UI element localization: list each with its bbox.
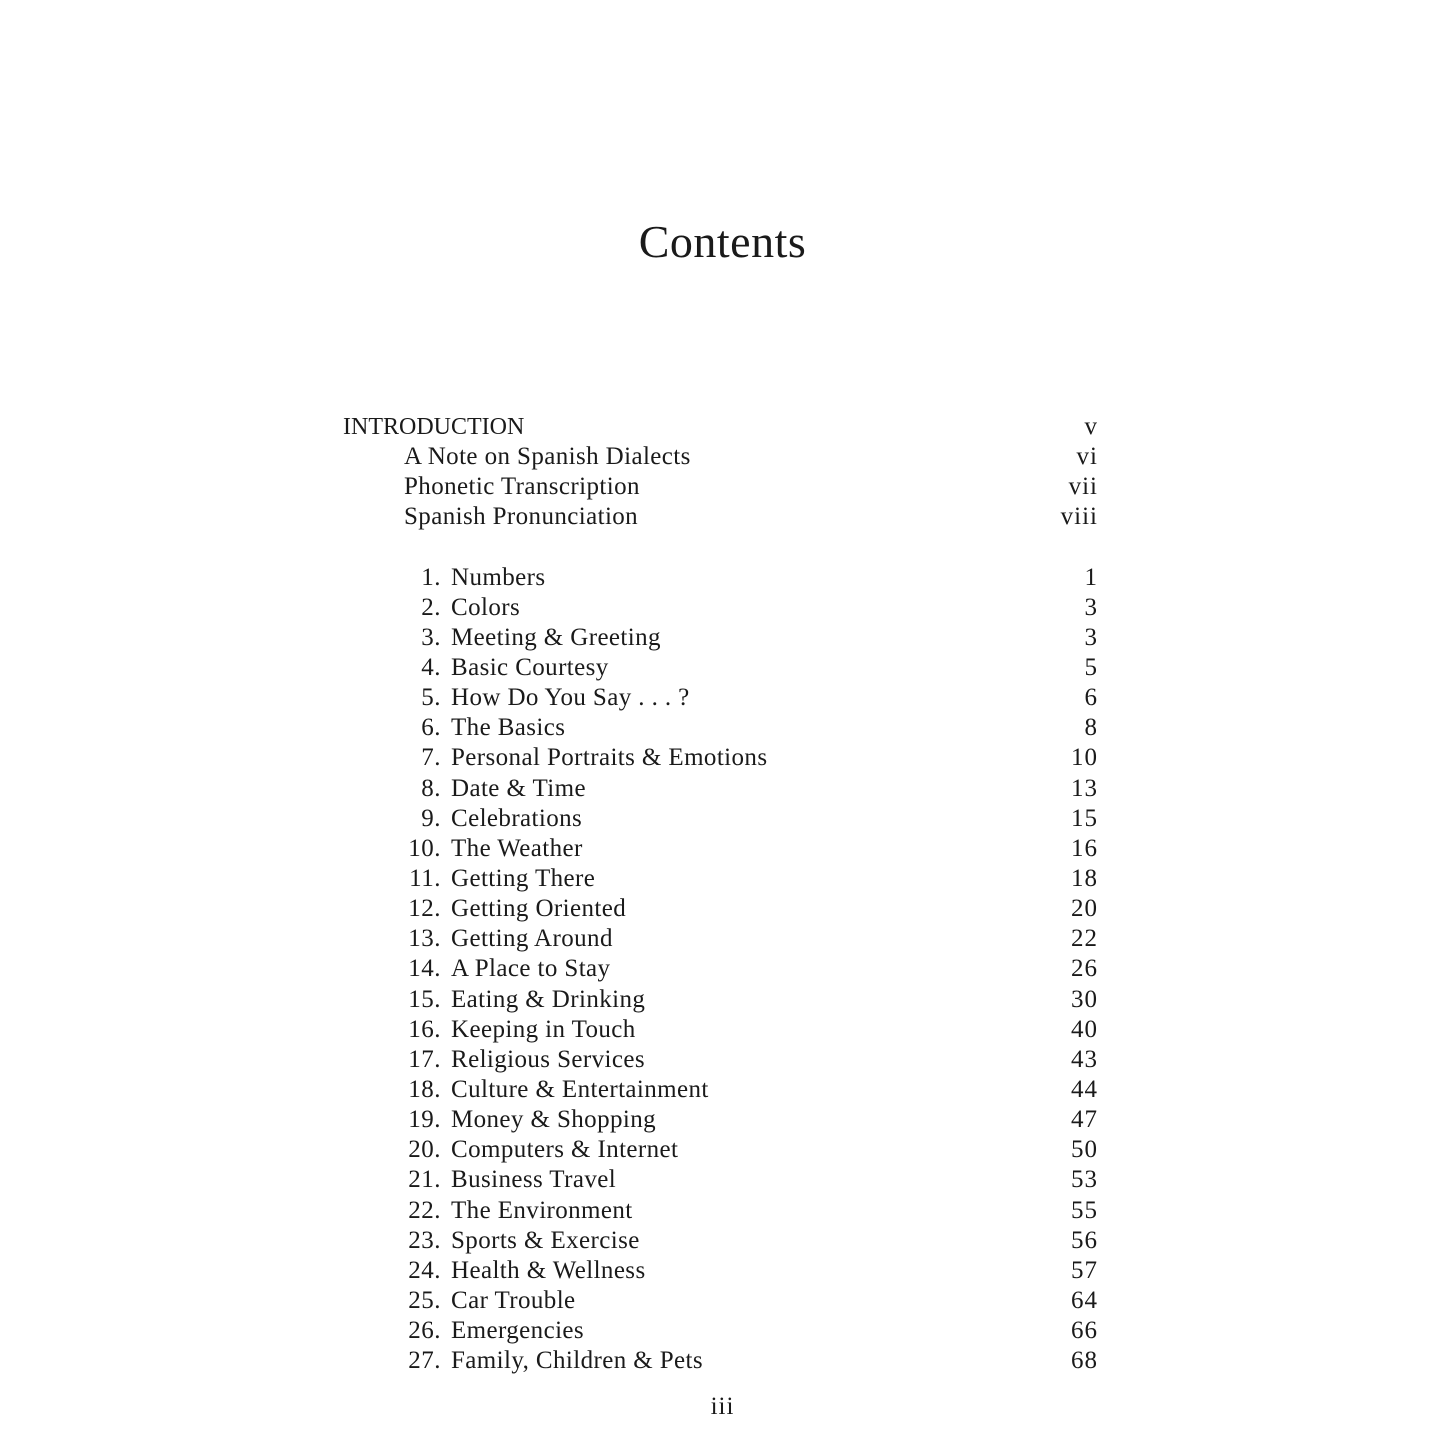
chapter-title: Date & Time	[451, 774, 586, 802]
chapter-title: Getting Around	[451, 925, 613, 953]
toc-chapter-entry[interactable]	[343, 1316, 1098, 1346]
chapter-page: 44	[1071, 1075, 1098, 1103]
toc-chapter-entry[interactable]	[343, 1165, 1098, 1195]
chapter-number: 27.	[408, 1347, 441, 1375]
chapter-title: Emergencies	[451, 1317, 585, 1345]
chapter-title: A Place to Stay	[451, 955, 611, 983]
chapter-number: 26.	[408, 1317, 441, 1345]
toc-chapter-entry[interactable]	[343, 1256, 1098, 1286]
chapter-number: 2.	[421, 593, 441, 621]
chapter-page: 47	[1071, 1106, 1098, 1134]
toc-chapter-entry[interactable]	[343, 713, 1098, 743]
chapter-page: 56	[1071, 1226, 1098, 1254]
toc-chapter-entry[interactable]	[343, 1015, 1098, 1045]
toc-chapter-entry[interactable]	[343, 653, 1098, 683]
chapter-number: 18.	[408, 1075, 441, 1103]
chapter-page: 1	[1084, 563, 1098, 591]
chapter-number: 20.	[408, 1136, 441, 1164]
chapter-title: Sports & Exercise	[451, 1226, 640, 1254]
chapter-page: 30	[1071, 985, 1098, 1013]
toc-chapter-entry[interactable]	[343, 804, 1098, 834]
toc-subentry-page: vii	[1068, 473, 1098, 501]
chapter-title: Family, Children & Pets	[451, 1347, 704, 1375]
chapter-number: 21.	[408, 1166, 441, 1194]
toc-chapter-entry[interactable]	[343, 924, 1098, 954]
chapter-title: Celebrations	[451, 804, 583, 832]
toc-subentry[interactable]	[343, 502, 1098, 532]
chapter-title: Keeping in Touch	[451, 1015, 636, 1043]
page-number: iii	[710, 1393, 735, 1420]
chapter-page: 64	[1071, 1286, 1098, 1314]
chapter-title: Culture & Entertainment	[451, 1075, 709, 1103]
chapter-number: 8.	[421, 774, 441, 802]
chapter-page: 10	[1071, 744, 1098, 772]
chapter-page: 50	[1071, 1136, 1098, 1164]
toc-chapter-entry[interactable]	[343, 834, 1098, 864]
chapter-number: 13.	[408, 925, 441, 953]
chapter-number: 23.	[408, 1226, 441, 1254]
toc-chapter-entry[interactable]	[343, 894, 1098, 924]
chapter-title: How Do You Say . . . ?	[451, 684, 690, 712]
chapter-title: Money & Shopping	[451, 1106, 657, 1134]
toc-chapter-entry[interactable]	[343, 1346, 1098, 1376]
chapter-number: 14.	[408, 955, 441, 983]
chapter-title: Personal Portraits & Emotions	[451, 744, 768, 772]
chapter-title: Numbers	[451, 563, 546, 591]
toc-chapter-entry[interactable]	[343, 563, 1098, 593]
chapter-page: 43	[1071, 1045, 1098, 1073]
chapter-page: 3	[1084, 623, 1098, 651]
toc-subentry-label: A Note on Spanish Dialects	[404, 443, 691, 471]
chapter-page: 3	[1084, 593, 1098, 621]
chapter-number: 11.	[409, 864, 441, 892]
chapter-title: Basic Courtesy	[451, 653, 609, 681]
chapter-page: 66	[1071, 1317, 1098, 1345]
chapter-page: 55	[1071, 1196, 1098, 1224]
chapter-title: Computers & Internet	[451, 1136, 679, 1164]
toc-subentry-label: Spanish Pronunciation	[404, 503, 639, 531]
chapter-title: The Basics	[451, 714, 566, 742]
chapter-page: 26	[1071, 955, 1098, 983]
toc-chapter-entry[interactable]	[343, 1226, 1098, 1256]
chapter-page: 68	[1071, 1347, 1098, 1375]
toc-entry-introduction[interactable]	[343, 412, 1098, 442]
toc-chapter-entry[interactable]	[343, 623, 1098, 653]
chapter-number: 10.	[408, 834, 441, 862]
chapter-page: 16	[1071, 834, 1098, 862]
chapter-number: 24.	[408, 1256, 441, 1284]
toc-subentry-page: viii	[1060, 503, 1098, 531]
chapter-page: 40	[1071, 1015, 1098, 1043]
toc-subentry[interactable]	[343, 442, 1098, 472]
chapter-number: 25.	[408, 1286, 441, 1314]
chapter-page: 57	[1071, 1256, 1098, 1284]
chapter-list	[343, 563, 1098, 1377]
chapter-title: Car Trouble	[451, 1286, 576, 1314]
chapter-title: Religious Services	[451, 1045, 645, 1073]
chapter-page: 8	[1084, 714, 1098, 742]
chapter-title: Getting Oriented	[451, 895, 627, 923]
chapter-title: Meeting & Greeting	[451, 623, 661, 651]
page-title: Contents	[638, 216, 807, 267]
chapter-number: 16.	[408, 1015, 441, 1043]
chapter-number: 12.	[408, 895, 441, 923]
chapter-page: 5	[1084, 653, 1098, 681]
chapter-number: 4.	[421, 653, 441, 681]
chapter-number: 15.	[408, 985, 441, 1013]
toc-chapter-entry[interactable]	[343, 593, 1098, 623]
chapter-number: 19.	[408, 1106, 441, 1134]
chapter-title: The Environment	[451, 1196, 633, 1224]
chapter-page: 22	[1071, 925, 1098, 953]
chapter-title: Business Travel	[451, 1166, 617, 1194]
chapter-number: 22.	[408, 1196, 441, 1224]
chapter-title: Eating & Drinking	[451, 985, 646, 1013]
chapter-page: 6	[1084, 684, 1098, 712]
chapter-number: 3.	[421, 623, 441, 651]
chapter-title: Health & Wellness	[451, 1256, 646, 1284]
toc-subentry-page: vi	[1076, 443, 1098, 471]
toc-chapter-entry[interactable]	[343, 1286, 1098, 1316]
toc-chapter-entry[interactable]	[343, 864, 1098, 894]
chapter-title: Colors	[451, 593, 521, 621]
toc-chapter-entry[interactable]	[343, 1135, 1098, 1165]
chapter-number: 6.	[421, 714, 441, 742]
toc-chapter-entry[interactable]	[343, 1075, 1098, 1105]
toc-chapter-entry[interactable]	[343, 683, 1098, 713]
chapter-number: 17.	[408, 1045, 441, 1073]
section-gap	[343, 533, 1098, 563]
chapter-page: 13	[1071, 774, 1098, 802]
chapter-number: 5.	[421, 684, 441, 712]
chapter-number: 1.	[421, 563, 441, 591]
chapter-title: Getting There	[451, 864, 596, 892]
toc-entry-page: v	[1084, 413, 1098, 440]
toc-chapter-entry[interactable]	[343, 1045, 1098, 1075]
chapter-page: 18	[1071, 864, 1098, 892]
table-of-contents	[343, 412, 1098, 1376]
chapter-page: 53	[1071, 1166, 1098, 1194]
chapter-number: 9.	[421, 804, 441, 832]
chapter-page: 15	[1071, 804, 1098, 832]
toc-subentry-label: Phonetic Transcription	[404, 473, 640, 501]
toc-entry-label: INTRODUCTION	[343, 414, 525, 440]
toc-chapter-entry[interactable]	[343, 743, 1098, 773]
toc-chapter-entry[interactable]	[343, 774, 1098, 804]
toc-chapter-entry[interactable]	[343, 954, 1098, 984]
chapter-number: 7.	[421, 744, 441, 772]
toc-chapter-entry[interactable]	[343, 1196, 1098, 1226]
toc-subentry[interactable]	[343, 472, 1098, 502]
chapter-page: 20	[1071, 895, 1098, 923]
chapter-title: The Weather	[451, 834, 583, 862]
toc-chapter-entry[interactable]	[343, 1105, 1098, 1135]
toc-chapter-entry[interactable]	[343, 985, 1098, 1015]
